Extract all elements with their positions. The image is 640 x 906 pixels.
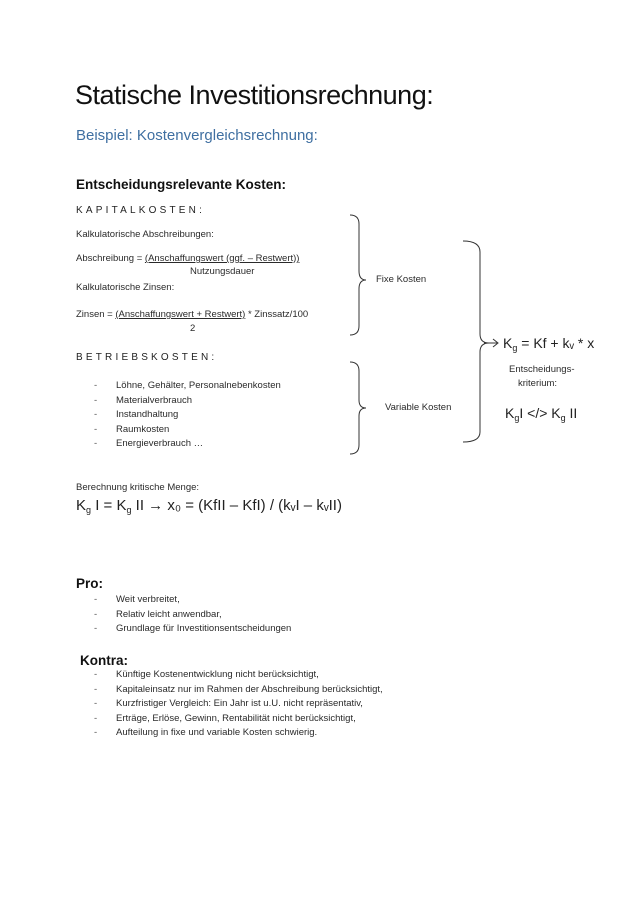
list-item: - Instandhaltung <box>94 408 281 423</box>
zinsen-lhs: Zinsen = <box>76 309 116 320</box>
km-rest: II → x₀ = (KfII – KfI) / (kᵥI – kᵥII) <box>131 497 342 514</box>
variable-kosten-label: Variable Kosten <box>385 402 452 413</box>
kapitalkosten-heading: KAPITALKOSTEN: <box>76 205 206 216</box>
abschreibung-denominator: Nutzungsdauer <box>190 266 255 277</box>
km-g1: g <box>86 505 92 515</box>
pro-list <box>94 593 291 637</box>
km-lhs: I = K <box>91 497 127 514</box>
page-title: Statische Investitionsrechnung: <box>75 80 434 110</box>
fixe-kosten-label: Fixe Kosten <box>376 274 427 285</box>
list-item: - Materialverbrauch <box>94 394 281 409</box>
kriterium-compare <box>505 405 577 423</box>
section-heading: Entscheidungsrelevante Kosten: <box>76 177 287 192</box>
variable-kosten-brace <box>350 362 366 454</box>
list-item: - Kapitaleinsatz nur im Rahmen der Abschreibung berücksichtigt, <box>94 683 383 698</box>
kalk-abschreibungen-label: Kalkulatorische Abschreibungen: <box>76 229 214 240</box>
zinsen-rest: * Zinssatz/100 <box>245 309 309 320</box>
abschreibung-numerator: (Anschaffungswert (ggf. – Restwert)) <box>144 253 300 264</box>
list-item: - Löhne, Gehälter, Personalnebenkosten <box>94 379 281 394</box>
list-item: - Aufteilung in fixe und variable Kosten schwierig. <box>94 726 383 741</box>
abschreibung-lhs: Abschreibung = <box>76 253 145 264</box>
formula-k: K <box>503 335 513 351</box>
zinsen-numerator: (Anschaffungswert + Restwert) <box>115 309 246 320</box>
page-subtitle: Beispiel: Kostenvergleichsrechnung: <box>76 127 318 144</box>
compare-g1: g <box>514 413 520 423</box>
abschreibung-formula <box>76 253 299 264</box>
compare-k1: K <box>505 405 515 421</box>
compare-g2: g <box>560 413 566 423</box>
gesamt-brace <box>463 241 489 442</box>
compare-mid: I </> K <box>519 405 561 421</box>
kritische-menge-formula <box>76 497 342 515</box>
fixe-kosten-brace <box>350 215 366 335</box>
list-item: - Erträge, Erlöse, Gewinn, Rentabilität nicht berücksichtigt, <box>94 712 383 727</box>
list-item: - Weit verbreitet, <box>94 593 291 608</box>
kontra-list <box>94 668 383 741</box>
kalk-zinsen-label: Kalkulatorische Zinsen: <box>76 282 175 293</box>
compare-end: II <box>565 405 578 421</box>
betriebskosten-list <box>94 379 281 452</box>
list-item: - Grundlage für Investitionsentscheidungen <box>94 622 291 637</box>
kriterium-line2: kriterium: <box>518 378 558 389</box>
list-item: - Raumkosten <box>94 423 281 438</box>
list-item: - Energieverbrauch … <box>94 437 281 452</box>
km-k1: K <box>76 497 87 514</box>
pro-heading: Pro: <box>76 576 103 591</box>
formula-g: g <box>512 343 518 353</box>
kritische-menge-label: Berechnung kritische Menge: <box>76 482 200 493</box>
kriterium-line1: Entscheidungs- <box>509 364 575 375</box>
list-item: - Künftige Kostenentwicklung nicht berücksichtigt, <box>94 668 383 683</box>
list-item: - Relativ leicht anwendbar, <box>94 608 291 623</box>
gesamtkosten-formula <box>503 335 594 353</box>
formula-rhs: = Kf + kᵥ * x <box>517 335 595 351</box>
list-item: - Kurzfristiger Vergleich: Ein Jahr ist u.U. nicht repräsentativ, <box>94 697 383 712</box>
arrow-head <box>493 339 498 347</box>
betriebskosten-heading: BETRIEBSKOSTEN: <box>76 352 218 363</box>
zinsen-formula <box>76 309 308 320</box>
km-g2: g <box>126 505 132 515</box>
zinsen-denominator: 2 <box>190 323 196 334</box>
kontra-heading: Kontra: <box>80 653 128 668</box>
